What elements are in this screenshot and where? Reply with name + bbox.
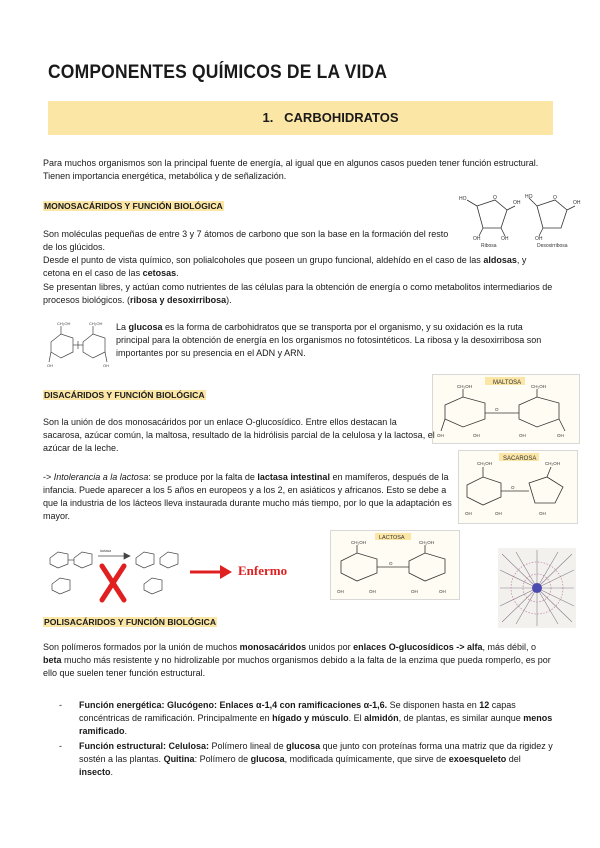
intolerance-text-c: : se produce por la falta de bbox=[148, 472, 258, 482]
mono-p3-text-c: ). bbox=[226, 295, 232, 305]
sacarosa-structure-svg bbox=[459, 451, 577, 523]
glucose-structure-svg bbox=[45, 320, 113, 368]
svg-text:OH: OH bbox=[439, 589, 446, 594]
insecto-term: insecto bbox=[79, 767, 111, 777]
estructural-text-10: del bbox=[506, 754, 521, 764]
energetica-text-6: . El bbox=[348, 713, 365, 723]
section-heading bbox=[48, 110, 553, 125]
lactosa-structure-svg bbox=[331, 531, 459, 599]
svg-text:OH: OH bbox=[557, 433, 564, 438]
list-item-energetica bbox=[59, 699, 553, 738]
glucosa-term-1: glucosa bbox=[286, 741, 321, 751]
glucosa-term: glucosa bbox=[128, 322, 163, 332]
svg-text:OH: OH bbox=[539, 511, 546, 516]
mono-p2-text-c: , y cetona en el caso de las bbox=[43, 255, 527, 278]
intolerance-term: Intolerancia a la lactosa bbox=[53, 472, 149, 482]
list-dash: - bbox=[59, 700, 62, 710]
intolerance-text-e: en mamíferos, después de la infancia. Puede aparecer a los 5 años en europeos y a los 2, en asiáticos y africanos. Esto se debe a que la industria de los lácteos lleva instaurada durante mucho más tiempo, por lo que la adaptación es mayor. bbox=[43, 472, 452, 521]
mono-paragraph-3 bbox=[43, 281, 553, 307]
svg-text:OH: OH bbox=[465, 511, 472, 516]
svg-text:CH₂OH: CH₂OH bbox=[351, 540, 366, 545]
svg-text:OH: OH bbox=[473, 433, 480, 438]
sacarosa-label: SACAROSA bbox=[503, 456, 537, 462]
mono-p3-text-a: Se presentan libres, y actúan como nutrientes de las células para la obtención de energía o como metabolitos intermediarios de procesos biológicos. ( bbox=[43, 282, 553, 305]
cross-icon bbox=[102, 566, 124, 600]
svg-text:CH₂OH: CH₂OH bbox=[477, 461, 492, 466]
poli-heading bbox=[43, 617, 217, 627]
svg-text:O: O bbox=[493, 195, 497, 201]
beta-term: beta bbox=[43, 655, 62, 665]
energetica-title: Función energética: Glucógeno: Enlaces α-1,4 con ramificaciones α-1,6. bbox=[79, 700, 388, 710]
exoesqueleto-term: exoesqueleto bbox=[448, 754, 507, 764]
maltosa-label: MALTOSA bbox=[493, 380, 522, 386]
svg-text:OH: OH bbox=[513, 200, 521, 206]
svg-text:OH: OH bbox=[103, 363, 109, 368]
glucose-figure bbox=[45, 320, 113, 368]
enlaces-term: enlaces O-glucosídicos -> alfa bbox=[353, 642, 483, 652]
svg-text:O: O bbox=[553, 195, 557, 201]
svg-text:OH: OH bbox=[501, 236, 509, 242]
red-arrow-icon bbox=[188, 560, 234, 584]
polysaccharide-list bbox=[59, 699, 553, 779]
poli-paragraph bbox=[43, 641, 553, 680]
page-title: COMPONENTES QUÍMICOS DE LA VIDA bbox=[48, 62, 388, 83]
poli-text-e: , más débil, o bbox=[482, 642, 536, 652]
lactasa-term: lactasa intestinal bbox=[257, 472, 330, 482]
svg-text:O: O bbox=[495, 407, 499, 412]
poli-text-g: mucho más resistente y no hidrolizable por muchos organismos debido a la falta de la enzima que pueda romperlo, es por ello que suelen tener función estructural. bbox=[43, 655, 551, 678]
di-paragraph-1: Son la unión de dos monosacáridos por un enlace O-glucosídico. Entre ellos destacan la sacarosa, azúcar común, la maltosa, resultado de la hidrólisis parcial de la celulosa y la lactosa, el azúcar de la leche. bbox=[43, 417, 435, 453]
svg-text:CH₂OH: CH₂OH bbox=[457, 384, 472, 389]
monosacaridos-term: monosacáridos bbox=[239, 642, 307, 652]
maltosa-figure bbox=[432, 374, 580, 444]
ribose-figure bbox=[455, 192, 585, 248]
poli-text-a: Son polímeros formados por la unión de muchos bbox=[43, 642, 240, 652]
estructural-text-6: : Polímero de bbox=[194, 754, 251, 764]
almidon-term: almidón bbox=[364, 713, 399, 723]
deoxyribose-label: Desoxirribosa bbox=[537, 243, 568, 248]
intolerance-arrow: -> bbox=[43, 472, 54, 482]
svg-text:OH: OH bbox=[47, 363, 53, 368]
ribose-structure-svg bbox=[455, 192, 585, 248]
poli-text-c: unidos por bbox=[306, 642, 354, 652]
svg-text:CH₂OH: CH₂OH bbox=[545, 461, 560, 466]
svg-text:OH: OH bbox=[535, 236, 543, 242]
mono-heading bbox=[43, 201, 224, 211]
glucose-paragraph bbox=[116, 321, 556, 360]
di-heading-text: DISACÁRIDOS Y FUNCIÓN BIOLÓGICA bbox=[44, 390, 205, 400]
svg-text:O: O bbox=[511, 485, 515, 490]
estructural-title: Función estructural: Celulosa: bbox=[79, 741, 210, 751]
section-title: CARBOHIDRATOS bbox=[284, 110, 399, 125]
di-heading bbox=[43, 390, 206, 400]
svg-text:CH₂OH: CH₂OH bbox=[419, 540, 434, 545]
estructural-text-2: Polímero lineal de bbox=[209, 741, 287, 751]
mono-paragraph-2 bbox=[43, 254, 553, 280]
intro-paragraph: Para muchos organismos son la principal fuente de energía, al igual que en algunos casos pueden tener función estructural. Tienen importancia energética, metabólica y de señalización. bbox=[43, 158, 539, 181]
estructural-text-8: , modificada químicamente, que sirve de bbox=[284, 754, 449, 764]
mono-paragraph-1: Son moléculas pequeñas de entre 3 y 7 átomos de carbono que son la base en la formación del resto de los glúcidos. bbox=[43, 229, 449, 252]
svg-text:O: O bbox=[389, 561, 393, 566]
enfermo-label: Enfermo bbox=[238, 563, 288, 578]
svg-text:OH: OH bbox=[411, 589, 418, 594]
estructural-text-4: que junto con proteínas forma una matriz que da rigidez y sostén a las plantas. bbox=[79, 741, 553, 764]
sacarosa-figure bbox=[458, 450, 578, 524]
lactose-reaction-figure bbox=[44, 536, 184, 604]
mono-p2-text-e: . bbox=[176, 268, 179, 278]
svg-text:CH₂OH: CH₂OH bbox=[531, 384, 546, 389]
energetica-term-12: 12 bbox=[479, 700, 490, 710]
list-dash: - bbox=[59, 741, 62, 751]
ribosa-desoxirribosa-term: ribosa y desoxirribosa bbox=[130, 295, 227, 305]
glucose-text-a: La bbox=[116, 322, 129, 332]
lactose-reaction-svg bbox=[44, 536, 184, 604]
cetosas-term: cetosas bbox=[142, 268, 177, 278]
lactosa-figure bbox=[330, 530, 460, 600]
svg-text:OH: OH bbox=[437, 433, 444, 438]
svg-text:OH: OH bbox=[369, 589, 376, 594]
svg-text:OH: OH bbox=[495, 511, 502, 516]
svg-text:CH₂OH: CH₂OH bbox=[89, 321, 103, 326]
glycogen-structure-svg bbox=[498, 548, 576, 628]
quitina-term: Quitina bbox=[163, 754, 195, 764]
aldosas-term: aldosas bbox=[483, 255, 517, 265]
svg-text:HO: HO bbox=[525, 194, 533, 200]
glucose-text-c: es la forma de carbohidratos que se transporta por el organismo, y su oxidación es la ruta principal para la obtención de energía en los organismos no fotosintéticos. La ribosa y la desoxirribosa son importantes por su presencia en el ADN y ARN. bbox=[116, 322, 542, 358]
svg-text:OH: OH bbox=[473, 236, 481, 242]
list-item-estructural bbox=[59, 740, 553, 779]
enfermo-arrow-group bbox=[188, 560, 328, 584]
glycogen-figure bbox=[498, 548, 576, 628]
menos-ramificado-term: menos ramificado bbox=[79, 713, 553, 736]
svg-text:lactasa: lactasa bbox=[100, 549, 112, 553]
energetica-text-4: capas concéntricas de ramificación. Principalmente en bbox=[79, 700, 516, 723]
lactosa-label: LACTOSA bbox=[379, 535, 405, 541]
mono-p2-text-a: Desde el punto de vista químico, son polialcoholes que poseen un grupo funcional, aldehído en el caso de las bbox=[43, 255, 484, 265]
section-number: 1. bbox=[262, 110, 274, 125]
section-band bbox=[48, 101, 553, 135]
mono-heading-text: MONOSACÁRIDOS Y FUNCIÓN BIOLÓGICA bbox=[44, 201, 223, 211]
svg-text:HO: HO bbox=[459, 196, 467, 202]
svg-text:OH: OH bbox=[337, 589, 344, 594]
maltosa-structure-svg bbox=[433, 375, 579, 443]
glucosa-term-2: glucosa bbox=[250, 754, 285, 764]
estructural-text-12: . bbox=[110, 767, 114, 777]
svg-text:OH: OH bbox=[573, 200, 581, 206]
energetica-text-2: Se disponen hasta en bbox=[387, 700, 480, 710]
svg-text:CH₂OH: CH₂OH bbox=[57, 321, 71, 326]
poli-heading-text: POLISACÁRIDOS Y FUNCIÓN BIOLÓGICA bbox=[44, 617, 217, 627]
ribose-label: Ribosa bbox=[481, 243, 497, 248]
higado-musculo-term: hígado y músculo bbox=[272, 713, 349, 723]
intolerance-paragraph bbox=[43, 471, 455, 523]
svg-text:OH: OH bbox=[519, 433, 526, 438]
energetica-text-10: . bbox=[124, 726, 128, 736]
energetica-text-8: , de plantas, es similar aunque bbox=[398, 713, 524, 723]
